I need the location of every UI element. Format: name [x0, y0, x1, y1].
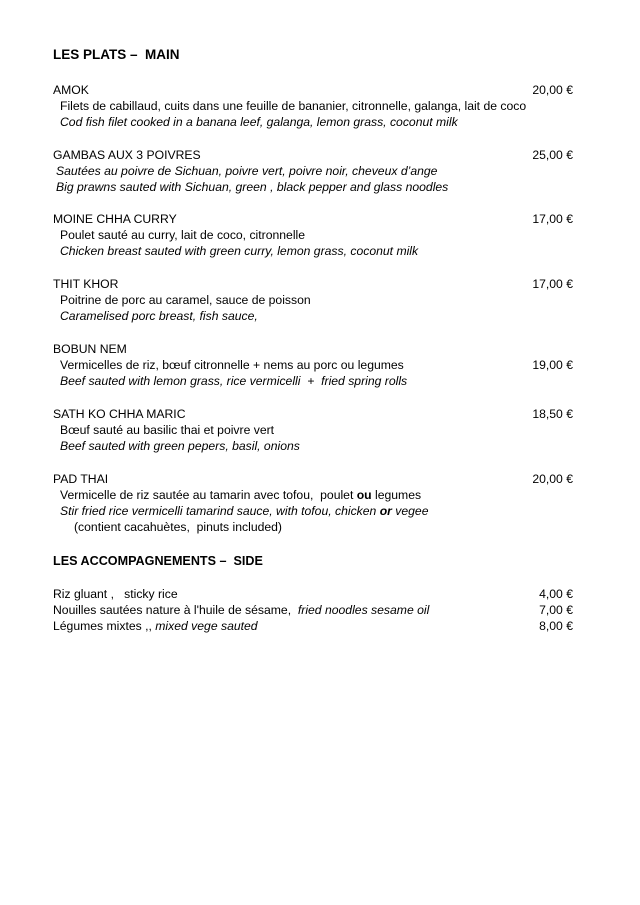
dish-description-en: Cod fish filet cooked in a banana leef, galanga, lemon grass, coconut milk [60, 115, 458, 129]
side-price: 7,00 € [539, 603, 573, 617]
main-section-title: LES PLATS – MAIN [53, 47, 180, 62]
side-en: sticky rice [124, 587, 178, 601]
dish-name-amok: AMOK [53, 83, 89, 97]
dish-description-fr: Sautées au poivre de Sichuan, poivre vert, poivre noir, cheveux d’ange [56, 164, 438, 178]
desc-fr-bold: ou [356, 488, 372, 502]
dish-price-amok: 20,00 € [532, 83, 573, 97]
desc-fr-part: legumes [371, 488, 422, 502]
desc-fr-part: Vermicelle de riz sautée au tamarin avec tofou, poulet [60, 488, 357, 502]
side-fr: Légumes mixtes ,, [53, 619, 156, 633]
side-item [53, 602, 429, 618]
dish-name-thit-khor: THIT KHOR [53, 277, 119, 291]
desc-en-part: vegee [391, 504, 429, 518]
dish-description-fr: Filets de cabillaud, cuits dans une feuille de bananier, citronnelle, galanga, lait de coco [60, 99, 527, 113]
side-price: 8,00 € [539, 619, 573, 633]
dish-description-en: Chicken breast sauted with green curry, lemon grass, coconut milk [60, 244, 419, 258]
dish-name-bobun-nem: BOBUN NEM [53, 342, 127, 356]
dish-description-en [60, 503, 428, 519]
side-fr: Riz gluant , [53, 587, 125, 601]
dish-price-gambas: 25,00 € [532, 148, 573, 162]
desc-en-part: Stir fried rice vermicelli tamarind sauce, with tofou, chicken [60, 504, 380, 518]
dish-description-fr: Poitrine de porc au caramel, sauce de poisson [60, 293, 311, 307]
dish-description-en: Beef sauted with lemon grass, rice vermicelli + fried spring rolls [60, 374, 408, 388]
side-en: fried noodles sesame oil [297, 603, 430, 617]
dish-name-pad-thai: PAD THAI [53, 472, 109, 486]
dish-name-gambas: GAMBAS AUX 3 POIVRES [53, 148, 201, 162]
side-item [53, 618, 258, 634]
dish-description-en: Beef sauted with green pepers, basil, onions [60, 439, 300, 453]
dish-name-moine-chha-curry: MOINE CHHA CURRY [53, 212, 177, 226]
dish-description-fr [60, 487, 421, 503]
sides-section-title: LES ACCOMPAGNEMENTS – SIDE [53, 554, 263, 568]
allergen-note: (contient cacahuètes, pinuts included) [74, 520, 282, 534]
dish-description-fr: Poulet sauté au curry, lait de coco, citronnelle [60, 228, 306, 242]
side-price: 4,00 € [539, 587, 573, 601]
dish-price-thit-khor: 17,00 € [532, 277, 573, 291]
dish-price-moine-chha-curry: 17,00 € [532, 212, 573, 226]
side-en: mixed vege sauted [155, 619, 258, 633]
dish-price-pad-thai: 20,00 € [532, 472, 573, 486]
dish-name-sath-ko-chha-maric: SATH KO CHHA MARIC [53, 407, 186, 421]
dish-description-fr: Bœuf sauté au basilic thai et poivre vert [60, 423, 275, 437]
dish-description-en: Caramelised porc breast, fish sauce, [60, 309, 258, 323]
side-item [53, 586, 178, 602]
dish-price-sath-ko-chha-maric: 18,50 € [532, 407, 573, 421]
side-fr: Nouilles sautées nature à l'huile de sésame, [53, 603, 298, 617]
dish-price-bobun-nem: 19,00 € [532, 358, 573, 372]
dish-description-fr: Vermicelles de riz, bœuf citronnelle + nems au porc ou legumes [60, 358, 404, 372]
desc-en-bold: or [379, 504, 392, 518]
dish-description-en: Big prawns sauted with Sichuan, green , black pepper and glass noodles [56, 180, 449, 194]
